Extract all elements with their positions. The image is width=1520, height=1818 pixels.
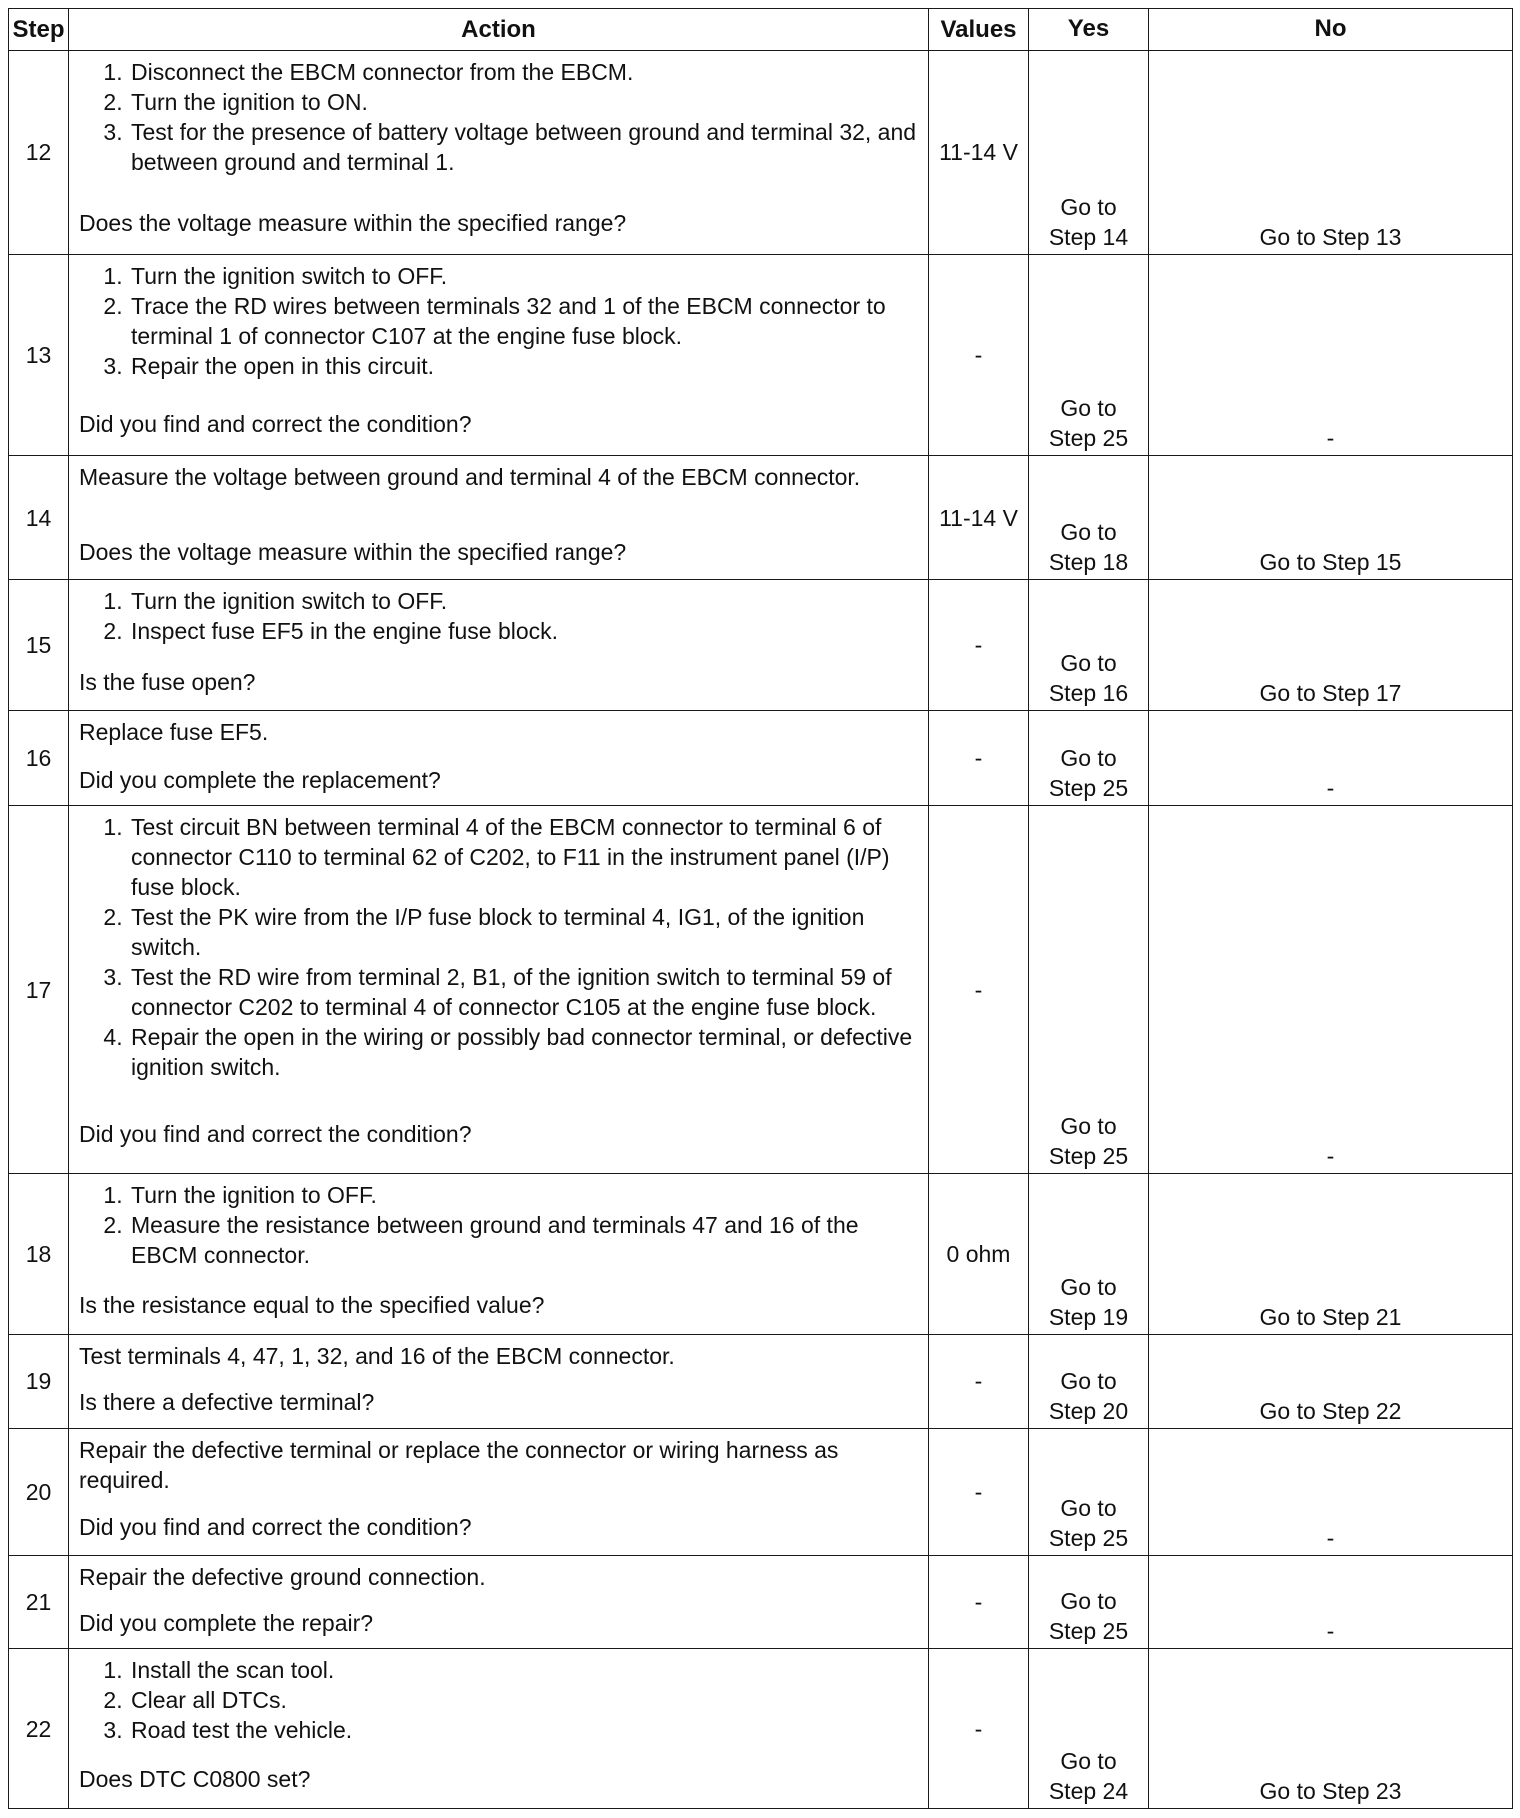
action-step-item: 4. Repair the open in the wiring or possibly bad connector terminal, or defective ignition switch. xyxy=(129,1022,918,1082)
action-step-item: 1. Disconnect the EBCM connector from the EBCM. xyxy=(129,57,918,87)
action-question: Did you complete the replacement? xyxy=(79,766,441,793)
step-number: 17 xyxy=(9,806,69,1173)
action-question: Does the voltage measure within the specified range? xyxy=(79,539,627,566)
action-cell xyxy=(69,580,929,710)
action-cell xyxy=(69,1173,929,1334)
step-number: 18 xyxy=(9,1173,69,1334)
action-text: Replace fuse EF5. xyxy=(79,718,269,745)
yes-cell: Go to Step 19 xyxy=(1029,1173,1149,1334)
table-row xyxy=(9,1428,1513,1555)
values-cell: - xyxy=(929,1334,1029,1428)
values-cell: 11-14 V xyxy=(929,456,1029,580)
values-cell: 11-14 V xyxy=(929,51,1029,255)
table-row xyxy=(9,254,1513,456)
step-number: 14 xyxy=(9,456,69,580)
no-cell: - xyxy=(1149,710,1513,806)
action-step-item: 1. Turn the ignition to OFF. xyxy=(129,1180,918,1210)
action-text: Measure the voltage between ground and terminal 4 of the EBCM connector. xyxy=(79,464,861,491)
no-cell: - xyxy=(1149,1428,1513,1555)
action-cell xyxy=(69,1649,929,1809)
table-row xyxy=(9,710,1513,806)
step-number: 15 xyxy=(9,580,69,710)
step-number: 16 xyxy=(9,710,69,806)
values-cell: - xyxy=(929,806,1029,1173)
table-row xyxy=(9,1555,1513,1648)
action-step-item: 2. Measure the resistance between ground and terminals 47 and 16 of the EBCM connector. xyxy=(129,1210,918,1270)
action-cell xyxy=(69,456,929,580)
yes-cell: Go to Step 20 xyxy=(1029,1334,1149,1428)
step-number: 12 xyxy=(9,51,69,255)
header-row xyxy=(9,9,1513,51)
action-cell xyxy=(69,1428,929,1555)
action-question: Did you find and correct the condition? xyxy=(79,1120,472,1147)
action-step-item: 2. Trace the RD wires between terminals 32 and 1 of the EBCM connector to terminal 1 of connector C107 at the engine fuse block. xyxy=(129,291,918,351)
values-cell: - xyxy=(929,1555,1029,1648)
table-row xyxy=(9,806,1513,1173)
action-steps-list xyxy=(79,586,918,646)
no-cell: Go to Step 23 xyxy=(1149,1649,1513,1809)
step-number: 13 xyxy=(9,254,69,456)
action-step-item: 2. Clear all DTCs. xyxy=(129,1685,918,1715)
action-question: Does DTC C0800 set? xyxy=(79,1766,311,1793)
table-row xyxy=(9,51,1513,255)
no-cell: - xyxy=(1149,1555,1513,1648)
yes-cell: Go to Step 14 xyxy=(1029,51,1149,255)
action-step-item: 3. Road test the vehicle. xyxy=(129,1715,918,1745)
values-cell: - xyxy=(929,254,1029,456)
table-row xyxy=(9,1334,1513,1428)
yes-cell: Go to Step 25 xyxy=(1029,1428,1149,1555)
yes-cell: Go to Step 25 xyxy=(1029,1555,1149,1648)
step-number: 22 xyxy=(9,1649,69,1809)
action-cell xyxy=(69,710,929,806)
values-cell: - xyxy=(929,580,1029,710)
action-question: Did you find and correct the condition? xyxy=(79,411,472,438)
yes-cell: Go to Step 18 xyxy=(1029,456,1149,580)
header-action: Action xyxy=(69,9,929,51)
action-cell xyxy=(69,1555,929,1648)
header-values: Values xyxy=(929,9,1029,51)
action-question: Did you complete the repair? xyxy=(79,1609,374,1636)
action-question: Does the voltage measure within the specified range? xyxy=(79,209,627,236)
action-question: Is there a defective terminal? xyxy=(79,1389,375,1416)
action-cell xyxy=(69,51,929,255)
action-cell xyxy=(69,1334,929,1428)
no-cell: - xyxy=(1149,806,1513,1173)
no-cell: Go to Step 13 xyxy=(1149,51,1513,255)
action-steps-list xyxy=(79,57,918,177)
action-question: Is the fuse open? xyxy=(79,669,256,696)
action-step-item: 1. Turn the ignition switch to OFF. xyxy=(129,586,918,616)
table-row xyxy=(9,1649,1513,1809)
header-yes: Yes xyxy=(1029,9,1149,51)
values-cell: - xyxy=(929,710,1029,806)
action-text: Test terminals 4, 47, 1, 32, and 16 of the EBCM connector. xyxy=(79,1342,675,1369)
action-step-item: 1. Turn the ignition switch to OFF. xyxy=(129,261,918,291)
no-cell: - xyxy=(1149,254,1513,456)
no-cell: Go to Step 22 xyxy=(1149,1334,1513,1428)
action-question: Did you find and correct the condition? xyxy=(79,1514,472,1541)
header-no: No xyxy=(1149,9,1513,51)
header-step: Step xyxy=(9,9,69,51)
yes-cell: Go to Step 25 xyxy=(1029,806,1149,1173)
no-cell: Go to Step 15 xyxy=(1149,456,1513,580)
action-step-item: 3. Test for the presence of battery voltage between ground and terminal 32, and between ground and terminal 1. xyxy=(129,117,918,177)
action-step-item: 3. Test the RD wire from terminal 2, B1, of the ignition switch to terminal 59 of connector C202 to terminal 4 of connector C105 at the engine fuse block. xyxy=(129,962,918,1022)
step-number: 21 xyxy=(9,1555,69,1648)
yes-cell: Go to Step 25 xyxy=(1029,254,1149,456)
table-row xyxy=(9,456,1513,580)
action-step-item: 2. Turn the ignition to ON. xyxy=(129,87,918,117)
action-step-item: 2. Inspect fuse EF5 in the engine fuse block. xyxy=(129,616,918,646)
action-steps-list xyxy=(79,1180,918,1270)
no-cell: Go to Step 21 xyxy=(1149,1173,1513,1334)
action-step-item: 1. Install the scan tool. xyxy=(129,1655,918,1685)
table-row xyxy=(9,580,1513,710)
diagnostic-table xyxy=(8,8,1513,1809)
action-question: Is the resistance equal to the specified value? xyxy=(79,1292,545,1319)
values-cell: - xyxy=(929,1428,1029,1555)
table-row xyxy=(9,1173,1513,1334)
no-cell: Go to Step 17 xyxy=(1149,580,1513,710)
step-number: 19 xyxy=(9,1334,69,1428)
values-cell: - xyxy=(929,1649,1029,1809)
yes-cell: Go to Step 16 xyxy=(1029,580,1149,710)
action-text: Repair the defective ground connection. xyxy=(79,1563,486,1590)
action-step-item: 1. Test circuit BN between terminal 4 of the EBCM connector to terminal 6 of connector C110 to terminal 62 of C202, to F11 in the instrument panel (I/P) fuse block. xyxy=(129,812,918,902)
yes-cell: Go to Step 25 xyxy=(1029,710,1149,806)
action-steps-list xyxy=(79,1655,918,1745)
action-cell xyxy=(69,254,929,456)
action-cell xyxy=(69,806,929,1173)
values-cell: 0 ohm xyxy=(929,1173,1029,1334)
step-number: 20 xyxy=(9,1428,69,1555)
action-text: Repair the defective terminal or replace the connector or wiring harness as required. xyxy=(79,1436,839,1493)
action-steps-list xyxy=(79,261,918,381)
action-steps-list xyxy=(79,812,918,1082)
yes-cell: Go to Step 24 xyxy=(1029,1649,1149,1809)
action-step-item: 2. Test the PK wire from the I/P fuse block to terminal 4, IG1, of the ignition switch. xyxy=(129,902,918,962)
action-step-item: 3. Repair the open in this circuit. xyxy=(129,351,918,381)
